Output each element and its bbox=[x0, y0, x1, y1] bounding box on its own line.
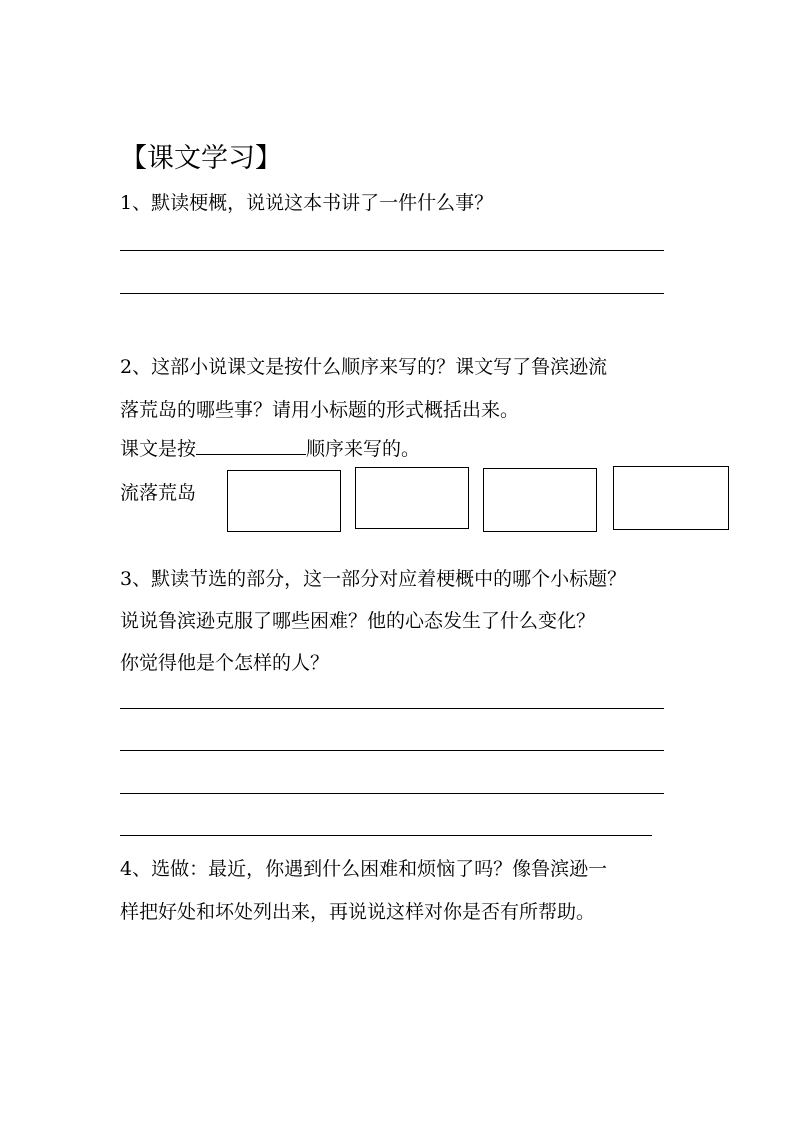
question-2-line-2: 落荒岛的哪些事？请用小标题的形式概括出来。 bbox=[120, 399, 520, 421]
question-3-line-2: 说说鲁滨逊克服了哪些困难？他的心态发生了什么变化？ bbox=[120, 610, 596, 632]
q3-answer-line-1[interactable] bbox=[120, 708, 664, 709]
order-blank[interactable] bbox=[196, 436, 306, 455]
question-4-line-2: 样把好处和坏处列出来，再说说这样对你是否有所帮助。 bbox=[120, 901, 596, 923]
q1-answer-line-2[interactable] bbox=[120, 293, 664, 294]
q3-answer-line-3[interactable] bbox=[120, 793, 664, 794]
question-3-line-3: 你觉得他是个怎样的人？ bbox=[120, 652, 330, 674]
subtitle-box-3[interactable] bbox=[483, 468, 597, 532]
subtitle-box-1[interactable] bbox=[227, 470, 341, 532]
fill-suffix: 顺序来写的。 bbox=[306, 438, 421, 460]
question-3-line-1: 3、默读节选的部分，这一部分对应着梗概中的哪个小标题？ bbox=[120, 568, 627, 590]
question-2-line-1: 2、这部小说课文是按什么顺序来写的？课文写了鲁滨逊流 bbox=[120, 356, 608, 378]
q1-answer-line-1[interactable] bbox=[120, 250, 664, 251]
q3-answer-line-4[interactable] bbox=[120, 835, 652, 836]
subtitle-box-2[interactable] bbox=[355, 467, 469, 529]
question-4-line-1: 4、选做：最近，你遇到什么困难和烦恼了吗？像鲁滨逊一 bbox=[120, 858, 608, 880]
fill-prefix: 课文是按 bbox=[120, 438, 197, 460]
question-2-fill-sentence bbox=[120, 436, 420, 462]
question-1-text: 1、默读梗概，说说这本书讲了一件什么事？ bbox=[120, 192, 494, 214]
q3-answer-line-2[interactable] bbox=[120, 750, 664, 751]
section-title: 【课文学习】 bbox=[120, 143, 282, 174]
subtitle-box-4[interactable] bbox=[613, 466, 729, 530]
boxes-label: 流落荒岛 bbox=[120, 482, 197, 504]
